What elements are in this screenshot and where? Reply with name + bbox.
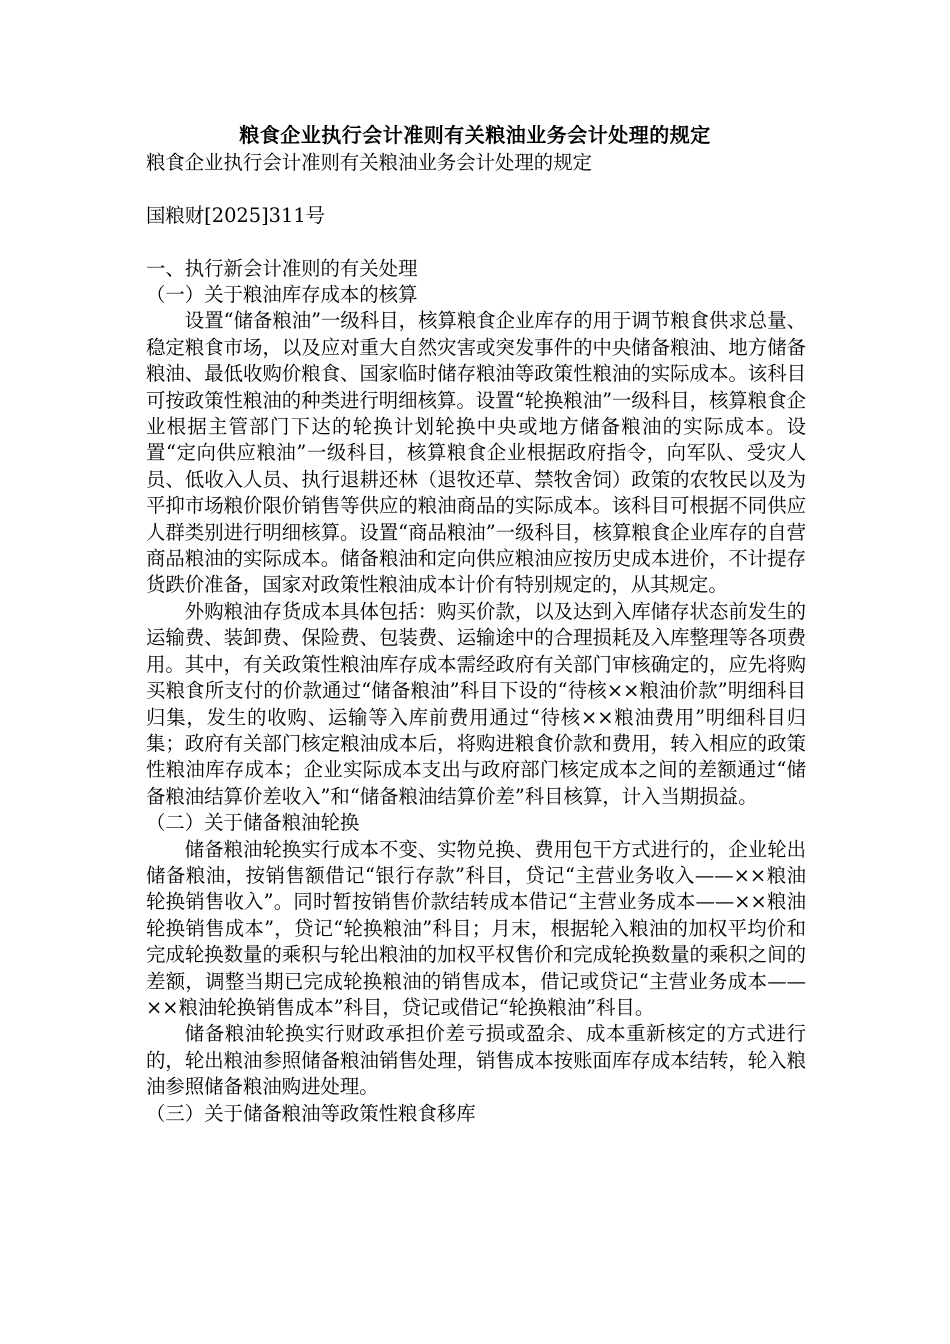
- subsection-heading-1: （一）关于粮油库存成本的核算: [146, 283, 418, 306]
- section-heading-1: 一、执行新会计准则的有关处理: [146, 256, 418, 280]
- blank-line: [146, 176, 806, 202]
- document-subtitle: 粮食企业执行会计准则有关粮油业务会计处理的规定: [146, 151, 592, 174]
- subsection-heading-3: （三）关于储备粮油等政策性粮食移库: [146, 1101, 476, 1125]
- document-number: 国粮财[2025]311号: [146, 203, 326, 227]
- paragraph-1: 设置“储备粮油”一级科目，核算粮食企业库存的用于调节粮食供求总量、稳定粮食市场，以及应对重大自然灾害或突发事件的中央储备粮油、地方储备粮油、最低收购价粮食、国家临时储存粮油等政策性粮油的实际成本。该科目可按政策性粮油的种类进行明细核算。设置“轮换粮油”一级科目，核算粮食企业根据主管部门下达的轮换计划轮换中央或地方储备粮油的实际成本。设置“定向供应粮油”一级科目，核算粮食企业根据政府指令，向军队、受灾人员、低收入人员、执行退耕还林（退牧还草、禁牧舍饲）政策的农牧民以及为平抑市场粮价限价销售等供应的粮油商品的实际成本。该科目可根据不同供应人群类别进行明细核算。设置“商品粮油”一级科目，核算粮食企业库存的自营商品粮油的实际成本。储备粮油和定向供应粮油应按历史成本进价，不计提存货跌价准备，国家对政策性粮油成本计价有特别规定的，从其规定。: [146, 309, 806, 597]
- paragraph-2: 外购粮油存货成本具体包括：购买价款，以及达到入库储存状态前发生的运输费、装卸费、保险费、包装费、运输途中的合理损耗及入库整理等各项费用。其中，有关政策性粮油库存成本需经政府有关部门审核确定的，应先将购买粮食所支付的价款通过“储备粮油”科目下设的“待核××粮油价款”明细科目归集，发生的收购、运输等入库前费用通过“待核××粮油费用”明细科目归集；政府有关部门核定粮油成本后，将购进粮食价款和费用，转入相应的政策性粮油库存成本；企业实际成本支出与政府部门核定成本之间的差额通过“储备粮油结算价差收入”和“储备粮油结算价差”科目核算，计入当期损益。: [146, 599, 806, 808]
- paragraph-3: 储备粮油轮换实行成本不变、实物兑换、费用包干方式进行的，企业轮出储备粮油，按销售额借记“银行存款”科目，贷记“主营业务收入——××粮油轮换销售收入”。同时暂按销售价款结转成本借记“主营业务成本——××粮油轮换销售成本”，贷记“轮换粮油”科目；月末，根据轮入粮油的加权平均价和完成轮换数量的乘积与轮出粮油的加权平权售价和完成轮换数量的乘积之间的差额，调整当期已完成轮换粮油的销售成本，借记或贷记“主营业务成本——××粮油轮换销售成本”科目，贷记或借记“轮换粮油”科目。: [146, 837, 806, 1019]
- document-title: 粮食企业执行会计准则有关粮油业务会计处理的规定: [239, 123, 711, 147]
- subsection-heading-2: （二）关于储备粮油轮换: [146, 811, 360, 835]
- blank-line: [146, 229, 806, 255]
- document-body: [146, 150, 806, 1127]
- paragraph-4: 储备粮油轮换实行财政承担价差亏损或盈余、成本重新核定的方式进行的，轮出粮油参照储备粮油销售处理，销售成本按账面库存成本结转，轮入粮油参照储备粮油购进处理。: [146, 1022, 806, 1099]
